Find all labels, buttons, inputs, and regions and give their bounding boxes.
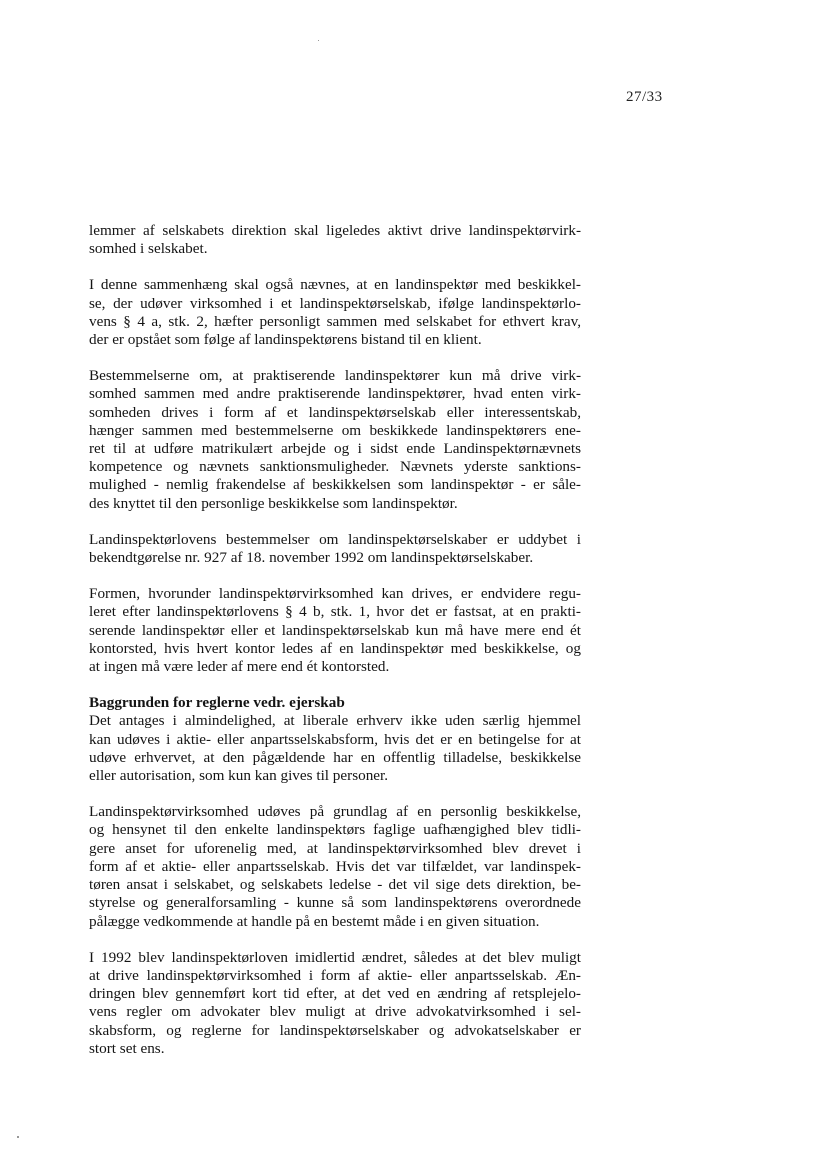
text-line: leret efter landinspektørlovens § 4 b, stk. 1, hvor det er fastsat, at en prakti- xyxy=(89,603,581,621)
scan-speck xyxy=(318,40,319,41)
text-line: Landinspektørvirksomhed udøves på grundlag af en personlig beskikkelse, xyxy=(89,803,581,821)
paragraph-bestemmelserne xyxy=(89,367,581,513)
text-line: Det antages i almindelighed, at liberale erhverv ikke uden særlig hjemmel xyxy=(89,712,581,730)
scan-speck xyxy=(17,1136,19,1138)
text-line: kontorsted, hvis hvert kontor ledes af en landinspektør med beskikkelse, og xyxy=(89,639,581,657)
text-line: der er opstået som følge af landinspektørens bistand til en klient. xyxy=(89,331,482,349)
page-number: 27/33 xyxy=(626,89,663,105)
text-line: og hensynet til den enkelte landinspektørs faglige uafhængighed blev tidli- xyxy=(89,821,581,839)
text-line: kompetence og nævnets sanktionsmuligheder. Nævnets yderste sanktions- xyxy=(89,458,581,476)
text-line: ret til at udføre matrikulært arbejde og i sidst ende Landinspektørnævnets xyxy=(89,440,581,458)
text-line: serende landinspektør eller et landinspektørselskab kun må have mere end ét xyxy=(89,621,581,639)
text-line: skabsform, og reglerne for landinspektørselskaber og advokatselskaber er xyxy=(89,1021,581,1039)
paragraph-direktion xyxy=(89,222,581,258)
document-body xyxy=(89,222,581,1076)
section-heading: Baggrunden for reglerne vedr. ejerskab xyxy=(89,694,345,712)
text-line: se, der udøver virksomhed i et landinspektørselskab, ifølge landinspektørlo- xyxy=(89,294,581,312)
text-line: hænger sammen med bestemmelserne om beskikkede landinspektørers ene- xyxy=(89,421,581,439)
text-line: at drive landinspektørvirksomhed i form af aktie- eller anpartsselskab. Æn- xyxy=(89,966,581,984)
text-line: form af et aktie- eller anpartsselskab. Hvis det var tilfældet, var landinspek- xyxy=(89,857,581,875)
text-line: Landinspektørlovens bestemmelser om landinspektørselskaber er uddybet i xyxy=(89,530,581,548)
paragraph-bekendtgoerelse xyxy=(89,531,581,567)
text-line: vens § 4 a, stk. 2, hæfter personligt sammen med selskabet for ethvert krav, xyxy=(89,312,581,330)
text-line: somheden drives i form af et landinspektørselskab eller interessentskab, xyxy=(89,403,581,421)
paragraph-personlig-beskikkelse xyxy=(89,803,581,930)
text-line: Formen, hvorunder landinspektørvirksomhed kan drives, er endvidere regu- xyxy=(89,585,581,603)
paragraph-haeftelse xyxy=(89,276,581,349)
text-line: tøren ansat i selskabet, og selskabets ledelse - det vil sige dets direktion, be- xyxy=(89,876,581,894)
text-line: mulighed - nemlig frakendelse af beskikkelsen som landinspektør - er såle- xyxy=(89,476,581,494)
section-baggrunden xyxy=(89,694,581,785)
text-line: at ingen må være leder af mere end ét kontorsted. xyxy=(89,658,390,676)
text-line: eller autorisation, som kun kan gives til personer. xyxy=(89,767,389,785)
paragraph-kontorsted xyxy=(89,585,581,676)
text-line: Bestemmelserne om, at praktiserende landinspektører kun må drive virk- xyxy=(89,367,581,385)
text-line: udøve erhvervet, at den pågældende har en offentlig tilladelse, beskikkelse xyxy=(89,748,581,766)
text-line: somhed i selskabet. xyxy=(89,240,208,258)
text-line: pålægge vedkommende at handle på en bestemt måde i en given situation. xyxy=(89,912,540,930)
text-line: des knyttet til den personlige beskikkelse som landinspektør. xyxy=(89,494,458,512)
text-line: somhed sammen med andre praktiserende landinspektører, hvad enten virk- xyxy=(89,385,581,403)
text-line: bekendtgørelse nr. 927 af 18. november 1992 om landinspektørselskaber. xyxy=(89,549,534,567)
text-line: dringen blev gennemført kort tid efter, at det ved en ændring af retsplejelo- xyxy=(89,985,581,1003)
text-line: I denne sammenhæng skal også nævnes, at en landinspektør med beskikkel- xyxy=(89,276,581,294)
text-line: vens regler om advokater blev muligt at drive advokatvirksomhed i sel- xyxy=(89,1003,581,1021)
text-line: stort set ens. xyxy=(89,1039,165,1057)
text-line: styrelse og generalforsamling - kunne så som landinspektørens overordnede xyxy=(89,894,581,912)
text-line: gere anset for uforenelig med, at landinspektørvirksomhed blev drevet i xyxy=(89,839,581,857)
text-line: kan udøves i aktie- eller anpartsselskabsform, hvis det er en betingelse for at xyxy=(89,730,581,748)
paragraph-1992-aendring xyxy=(89,949,581,1058)
text-line: I 1992 blev landinspektørloven imidlertid ændret, således at det blev muligt xyxy=(89,948,581,966)
text-line: lemmer af selskabets direktion skal ligeledes aktivt drive landinspektørvirk- xyxy=(89,222,581,239)
